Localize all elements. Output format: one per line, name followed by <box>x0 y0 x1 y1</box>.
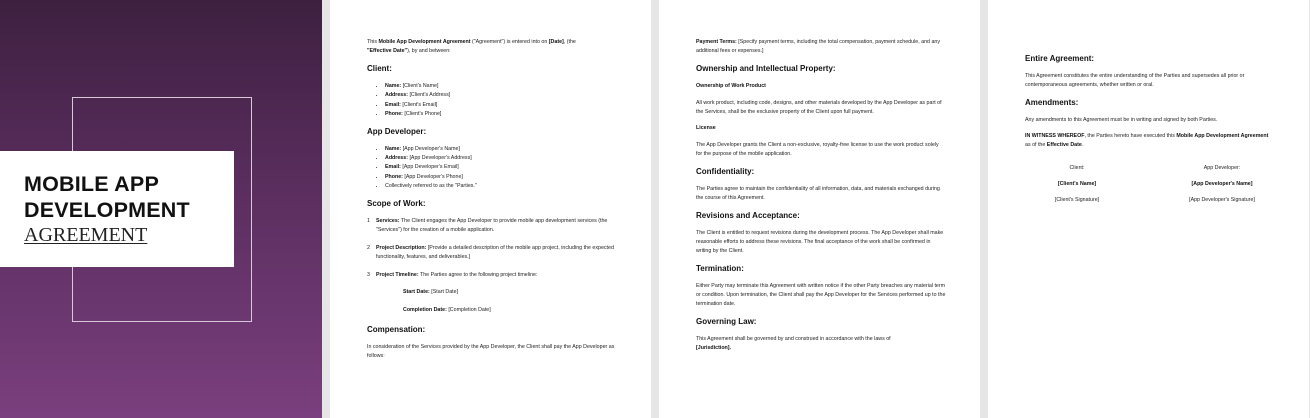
list-item <box>385 173 617 182</box>
confidentiality-heading: Confidentiality: <box>696 167 755 176</box>
item-value: [Start Date] <box>429 289 459 296</box>
ip-heading: Ownership and Intellectual Property: <box>696 64 836 73</box>
page-2-content <box>367 38 617 368</box>
revisions-text: The Client is entitled to request revisions during the development process. The App Developer shall make reasonable efforts to address these revisions. The final acceptance of the work shall be confirmed in writing by the Client. <box>696 230 944 254</box>
item-value: [Completion Date] <box>446 307 491 314</box>
work-product-subheading: Ownership of Work Product <box>696 83 766 89</box>
page-4-content <box>1025 47 1275 212</box>
client-name: [Client's Name] <box>1057 181 1097 187</box>
client-label: Client: <box>1069 165 1085 171</box>
signature-block <box>1027 164 1272 212</box>
item-value: [App Developer's Name] <box>401 145 460 152</box>
item-label: Name: <box>385 83 402 89</box>
developer-signature-column <box>1172 164 1272 212</box>
intro-effective-date: "Effective Date" <box>367 48 408 54</box>
scope-number: 3 <box>367 272 370 279</box>
scope-heading: Scope of Work: <box>367 199 426 209</box>
work-product-text: All work product, including code, designs, and other materials developed by the App Developer as part of the Services, shall be the exclusive property of the Client upon full payment. <box>696 100 942 115</box>
page-3-content <box>696 38 946 360</box>
item-label: Address: <box>385 155 408 162</box>
client-heading: Client: <box>367 64 392 73</box>
item-label: Name: <box>385 145 402 152</box>
amendments-text: Any amendments to this Agreement must be in writing and signed by both Parties. <box>1025 117 1218 123</box>
client-signature: [Client's Signature] <box>1054 197 1100 203</box>
item-label: Email: <box>385 101 401 108</box>
item-value: [Client's Name] <box>401 83 439 89</box>
entire-agreement-text: This Agreement constitutes the entire understanding of the Parties and supersedes all prior or contemporaneous agreements, whether written or oral. <box>1025 73 1245 88</box>
governing-law-heading: Governing Law: <box>696 317 757 326</box>
client-name-wrap <box>1027 180 1127 189</box>
timeline-list <box>376 288 617 315</box>
item-label: Email: <box>385 164 401 171</box>
scope-number: 1 <box>367 218 370 225</box>
termination-heading: Termination: <box>696 264 744 273</box>
client-signature-column <box>1027 164 1127 212</box>
law-jurisdiction: [Jurisdiction]. <box>696 345 732 351</box>
witness-mid: , the Parties hereto have executed this <box>1084 133 1177 139</box>
intro-paragraph <box>367 38 617 56</box>
list-item <box>385 101 617 110</box>
scope-item <box>367 271 617 315</box>
compensation-text: In consideration of the Services provided by the App Developer, the Client shall pay the App Developer as follows: <box>367 344 615 360</box>
list-item <box>385 154 617 163</box>
list-item <box>394 288 617 297</box>
cover-title-line3: AGREEMENT <box>24 224 148 246</box>
list-item <box>385 163 617 172</box>
license-text: The App Developer grants the Client a non-exclusive, royalty-free license to use the work product solely for the purpose of the mobile application. <box>696 142 939 157</box>
item-label: Phone: <box>385 173 403 180</box>
license-subheading: License <box>696 125 716 131</box>
compensation-heading: Compensation: <box>367 325 426 335</box>
intro-pre: This <box>367 39 379 45</box>
witness-bold: IN WITNESS WHEREOF <box>1025 133 1085 139</box>
witness-paragraph <box>1025 132 1275 150</box>
cover-page <box>0 0 322 418</box>
witness-effective-date: Effective Date <box>1046 142 1082 148</box>
cover-title-line2: DEVELOPMENT <box>24 198 190 222</box>
governing-law-text <box>696 335 946 353</box>
page-3 <box>659 0 980 418</box>
list-item <box>385 182 617 191</box>
scope-text: [Provide a detailed description of the mobile app project, including the expected functionality, features, and deliverables.] <box>376 245 614 261</box>
item-value: [Client's Address] <box>407 92 451 99</box>
list-item <box>394 306 617 315</box>
client-list <box>367 82 617 119</box>
payment-label: Payment Terms: <box>696 39 737 45</box>
confidentiality-text: The Parties agree to maintain the confidentiality of all information, data, and materials exchanged during the course of this Agreement. <box>696 186 940 201</box>
collective-note: Collectively referred to as the "Parties." <box>385 183 477 190</box>
intro-agreement-name: Mobile App Development Agreement <box>378 39 471 45</box>
item-value: [App Developer's Phone] <box>402 173 463 180</box>
item-value: [App Developer's Email] <box>400 164 459 171</box>
cover-title-line1: MOBILE APP <box>24 172 159 196</box>
developer-heading: App Developer: <box>367 126 427 136</box>
scope-item <box>367 217 617 235</box>
law-text: This Agreement shall be governed by and construed in accordance with the laws of <box>696 336 891 342</box>
witness-end: . <box>1081 142 1084 148</box>
item-value: [Client's Phone] <box>402 110 442 117</box>
item-label: Start Date: <box>403 289 430 296</box>
item-label: Phone: <box>385 110 403 117</box>
page-4 <box>988 0 1309 418</box>
intro-mid2: , (the <box>563 39 576 45</box>
item-label: Completion Date: <box>403 307 447 314</box>
scope-label: Services: <box>376 218 400 225</box>
revisions-heading: Revisions and Acceptance: <box>696 211 800 220</box>
item-value: [Client's Email] <box>400 101 438 108</box>
scope-text: The Parties agree to the following project timeline: <box>418 272 538 279</box>
list-item <box>385 91 617 100</box>
scope-number: 2 <box>367 245 370 252</box>
developer-signature: [App Developer's Signature] <box>1189 197 1255 203</box>
cover-title-box <box>0 151 234 267</box>
scope-list <box>367 217 617 315</box>
amendments-heading: Amendments: <box>1025 98 1079 107</box>
intro-mid: ("Agreement") is entered into on <box>470 39 549 45</box>
developer-label: App Developer: <box>1203 165 1241 171</box>
witness-mid2: as of the <box>1025 142 1047 148</box>
developer-list <box>367 145 617 191</box>
developer-name-wrap <box>1172 180 1272 189</box>
list-item <box>385 145 617 154</box>
payment-text: [Specify payment terms, including the total compensation, payment schedule, and any additional fees or expenses.] <box>696 39 940 54</box>
scope-text: The Client engages the App Developer to provide mobile app development services (the "Services") for the creation of a mobile application. <box>376 218 608 234</box>
list-item <box>385 82 617 91</box>
intro-date: [Date] <box>548 39 564 45</box>
intro-end: ), by and between: <box>407 48 451 54</box>
termination-text: Either Party may terminate this Agreement with written notice if the other Party breaches any material term or condition. Upon termination, the Client shall pay the App Developer for the Services performed up to the termination date. <box>696 283 946 307</box>
scope-label: Project Description: <box>376 245 427 252</box>
witness-agreement: Mobile App Development Agreement <box>1176 133 1269 139</box>
entire-agreement-heading: Entire Agreement: <box>1025 54 1095 63</box>
developer-name: [App Developer's Name] <box>1191 181 1253 187</box>
item-value: [App Developer's Address] <box>407 155 472 162</box>
item-label: Address: <box>385 92 408 99</box>
payment-terms <box>696 38 946 56</box>
list-item <box>385 110 617 119</box>
scope-label: Project Timeline: <box>376 272 419 279</box>
page-2 <box>330 0 651 418</box>
scope-item <box>367 244 617 262</box>
